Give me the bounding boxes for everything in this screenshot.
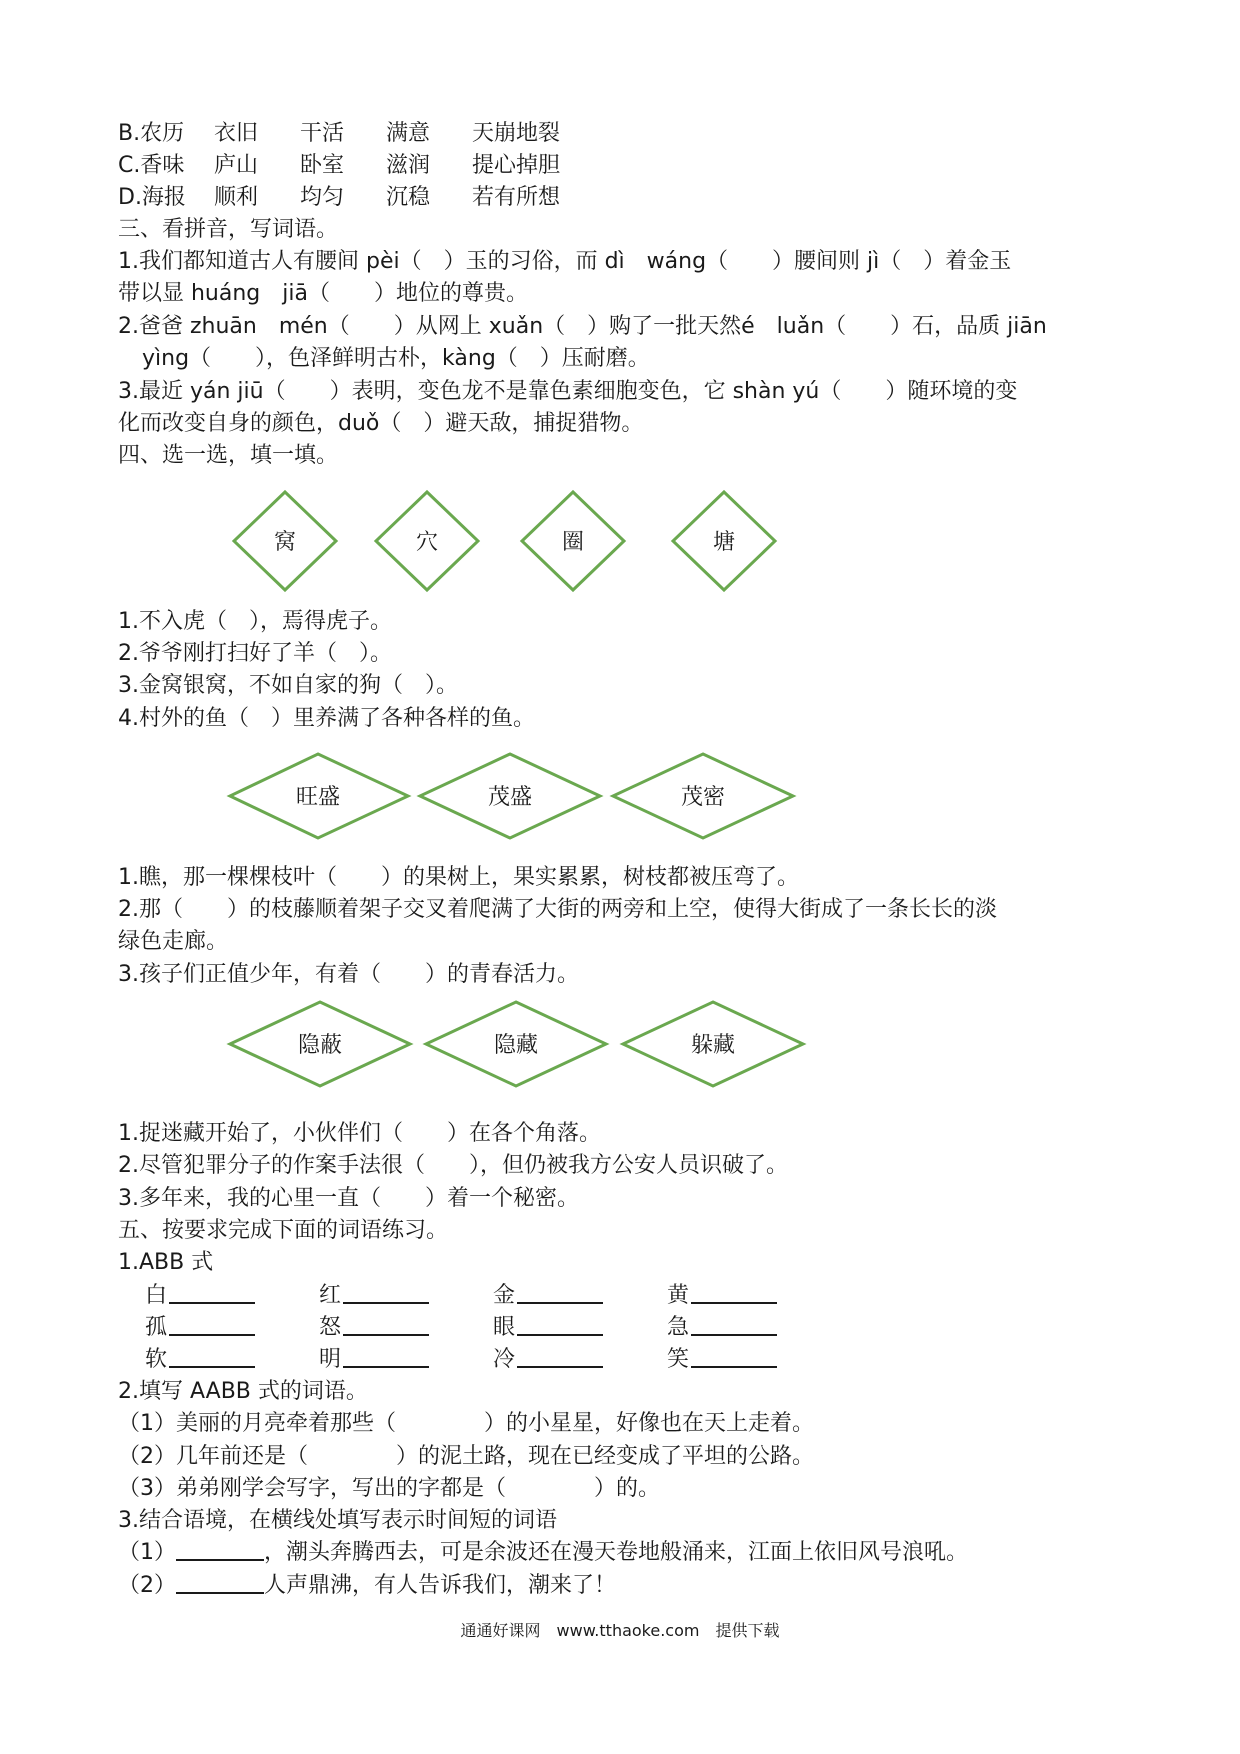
option-label: D.海报 (118, 185, 186, 210)
abb-cell (493, 1312, 603, 1344)
s4-g2-item: 3.孩子们正值少年，有着（ ）的青春活力。 (118, 962, 579, 987)
s3-q3-line1: 3.最近 yán jiū（ ）表明，变色龙不是靠色素细胞变色，它 shàn yú（ ）随环境的变 (118, 379, 1018, 404)
option-word: 提心掉胆 (472, 153, 561, 178)
word-option: 塘 (712, 530, 736, 555)
option-c (118, 150, 560, 182)
abb-char: 红 (319, 1283, 342, 1308)
s4-g2-item: 2.那（ ）的枝藤顺着架子交叉着爬满了大街的两旁和上空，使得大街成了一条长长的淡 (118, 897, 997, 922)
word-option: 圈 (561, 530, 585, 555)
item-text: ，潮头奔腾西去，可是余波还在漫天卷地般涌来，江面上依旧风号浪吼。 (264, 1540, 969, 1565)
option-word: 若有所想 (472, 185, 561, 210)
word-option: 隐蔽 (297, 1033, 343, 1058)
word-diamond (230, 1002, 410, 1086)
answer-blank[interactable] (517, 1312, 603, 1336)
answer-blank[interactable] (343, 1280, 429, 1304)
word-option: 窝 (273, 530, 297, 555)
answer-blank[interactable] (517, 1280, 603, 1304)
word-diamond (376, 492, 478, 590)
option-word: 顺利 (214, 185, 259, 210)
word-diamond (420, 754, 600, 838)
aabb-item: （1）美丽的月亮牵着那些（ ）的小星星，好像也在天上走着。 (118, 1411, 814, 1436)
item-text: 人声鼎沸，有人告诉我们，潮来了！ (264, 1573, 617, 1598)
answer-blank[interactable] (169, 1344, 255, 1368)
abb-char: 冷 (493, 1347, 516, 1372)
section-4-title: 四、选一选，填一填。 (118, 443, 339, 468)
answer-blank[interactable] (691, 1312, 777, 1336)
abb-cell (145, 1312, 255, 1344)
abb-cell (145, 1344, 255, 1376)
option-word: 庐山 (214, 153, 259, 178)
word-option: 隐藏 (493, 1033, 539, 1058)
abb-cell (667, 1344, 777, 1376)
s4-g3-item: 2.尽管犯罪分子的作案手法很（ ），但仍被我方公安人员识破了。 (118, 1153, 788, 1178)
answer-blank[interactable] (176, 1570, 264, 1594)
word-diamond (234, 492, 336, 590)
word-option: 茂密 (680, 785, 726, 810)
s4-g2-item: 绿色走廊。 (118, 929, 229, 954)
abb-cell (493, 1344, 603, 1376)
abb-cell (667, 1280, 777, 1312)
option-word: 天崩地裂 (472, 121, 561, 146)
answer-blank[interactable] (343, 1344, 429, 1368)
time-item (118, 1570, 616, 1602)
option-label: B.农历 (118, 121, 185, 146)
aabb-item: （3）弟弟刚学会写字，写出的字都是（ ）的。 (118, 1476, 660, 1501)
abb-cell (145, 1280, 255, 1312)
word-diamond (613, 754, 793, 838)
option-word: 卧室 (300, 153, 345, 178)
footer-credit: 通通好课网 www.tthaoke.com 提供下载 (460, 1621, 780, 1640)
word-diamond (673, 492, 775, 590)
abb-char: 怒 (319, 1315, 342, 1340)
word-bank-1 (0, 488, 1240, 608)
section-3-title: 三、看拼音，写词语。 (118, 217, 339, 242)
abb-cell (493, 1280, 603, 1312)
word-option: 旺盛 (295, 785, 341, 810)
s3-q3-line2: 化而改变自身的颜色，duǒ（ ）避天敌，捕捉猎物。 (118, 411, 644, 436)
option-word: 滋润 (386, 153, 431, 178)
word-diamond (623, 1002, 803, 1086)
option-label: C.香味 (118, 153, 185, 178)
word-bank-3 (0, 998, 1240, 1098)
option-word: 沉稳 (386, 185, 431, 210)
abb-cell (319, 1280, 429, 1312)
time-title: 3.结合语境，在横线处填写表示时间短的词语 (118, 1508, 557, 1533)
option-word: 衣旧 (214, 121, 259, 146)
aabb-title: 2.填写 AABB 式的词语。 (118, 1379, 368, 1404)
abb-char: 明 (319, 1347, 342, 1372)
option-word: 干活 (300, 121, 345, 146)
section-5-title: 五、按要求完成下面的词语练习。 (118, 1218, 449, 1243)
abb-char: 孤 (145, 1315, 168, 1340)
answer-blank[interactable] (517, 1344, 603, 1368)
answer-blank[interactable] (169, 1312, 255, 1336)
abb-cell (319, 1344, 429, 1376)
word-diamond (426, 1002, 606, 1086)
answer-blank[interactable] (169, 1280, 255, 1304)
abb-cell (667, 1312, 777, 1344)
option-b (118, 118, 560, 150)
answer-blank[interactable] (176, 1537, 264, 1561)
word-option: 穴 (415, 530, 439, 555)
s3-q1-line2: 带以显 huáng jiā（ ）地位的尊贵。 (118, 281, 528, 306)
word-diamond (522, 492, 624, 590)
abb-char: 黄 (667, 1283, 690, 1308)
abb-char: 金 (493, 1283, 516, 1308)
word-bank-2 (0, 750, 1240, 850)
answer-blank[interactable] (691, 1280, 777, 1304)
abb-char: 急 (667, 1315, 690, 1340)
time-item (118, 1537, 968, 1569)
abb-char: 眼 (493, 1315, 516, 1340)
s4-g2-item: 1.瞧，那一棵棵枝叶（ ）的果树上，果实累累，树枝都被压弯了。 (118, 865, 799, 890)
s4-g1-item: 4.村外的鱼（ ）里养满了各种各样的鱼。 (118, 706, 535, 731)
s4-g1-item: 2.爷爷刚打扫好了羊（ ）。 (118, 641, 392, 666)
abb-char: 软 (145, 1347, 168, 1372)
s3-q2-line1: 2.爸爸 zhuān mén（ ）从网上 xuǎn（ ）购了一批天然é luǎn（ ）石，品质 jiān (118, 314, 1047, 339)
abb-char: 白 (145, 1283, 168, 1308)
word-diamond (230, 754, 408, 838)
word-option: 茂盛 (487, 785, 533, 810)
s4-g3-item: 1.捉迷藏开始了，小伙伴们（ ）在各个角落。 (118, 1121, 601, 1146)
option-word: 均匀 (300, 185, 345, 210)
abb-char: 笑 (667, 1347, 690, 1372)
s4-g1-item: 3.金窝银窝，不如自家的狗（ ）。 (118, 673, 458, 698)
aabb-item: （2）几年前还是（ ）的泥土路，现在已经变成了平坦的公路。 (118, 1444, 814, 1469)
answer-blank[interactable] (343, 1312, 429, 1336)
option-d (118, 182, 560, 214)
s4-g3-item: 3.多年来，我的心里一直（ ）着一个秘密。 (118, 1186, 579, 1211)
s4-g1-item: 1.不入虎（ ），焉得虎子。 (118, 609, 392, 634)
s3-q2-line2: yìng（ ），色泽鲜明古朴，kàng（ ）压耐磨。 (142, 346, 650, 371)
abb-cell (319, 1312, 429, 1344)
s3-q1-line1: 1.我们都知道古人有腰间 pèi（ ）玉的习俗，而 dì wáng（ ）腰间则 jì（ ）着金玉 (118, 249, 1012, 274)
item-number: （2） (118, 1573, 176, 1598)
item-number: （1） (118, 1540, 176, 1565)
word-option: 躲藏 (690, 1033, 736, 1058)
option-word: 满意 (386, 121, 431, 146)
abb-title: 1.ABB 式 (118, 1250, 214, 1275)
answer-blank[interactable] (691, 1344, 777, 1368)
